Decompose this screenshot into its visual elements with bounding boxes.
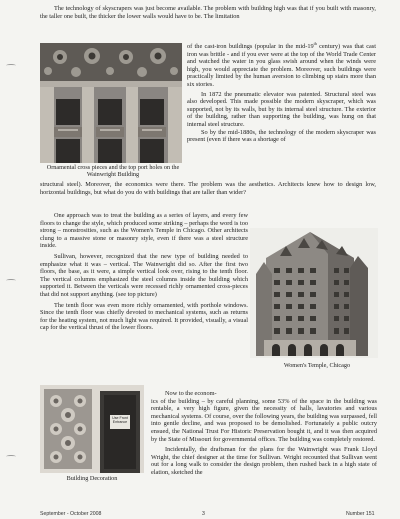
building-decoration-graphic [40,385,144,473]
cast-iron-paragraph [187,40,376,144]
footer-page-number: 3 [202,511,205,517]
footer-date: September - October 2008 [40,511,102,517]
margin-mark-top [6,64,16,67]
intro-text: The technology of skyscrapers was just become available. The problem with building high was that if you built with masonry, the taller one built, the thicker the lower walls would have to be. The limitation [40,5,376,20]
margin-mark-bottom [6,455,16,458]
ornament-caption: Ornamental cross pieces and the top port holes on the Wainwright Building [46,164,180,179]
layers-text: One approach was to treat the building as a series of layers, and every few floors to change the style, which produced some striking – perhaps the word is too strong – monstrosities, such as the Women's Temple in Chicago. Other architects clung to a massive stone or masonry style, even if there was a steel structure inside. [40,212,248,250]
wright-text: Incidentally, the draftsman for the plans for the Wainwright was Frank Lloyd Wright, the chief designer at the time for Sullivan. Wright recounted that Sullivan went out for a long walk to consider the design problem, then rushed back in a high state of elation, sketched the [151,446,377,476]
mid1880s-text-b: structural steel). Moreover, the economics were there. The problem was the aesthetics. Architects knew how to design low, horizontal buildings, but what do you do with buildings that are taller than wider? [40,181,376,196]
building-decoration-photo [40,385,144,473]
economics-lead-text: Now to the econom- [165,390,217,397]
ornament-photo [40,43,182,163]
decoration-caption: Building Decoration [66,475,118,482]
intro-paragraph [40,5,376,20]
economics-text: ics of the building – by careful planning, some 53% of the space in the building was rentable, a very high figure, given the necessity of halls, lavatories and various mechanical systems. Of course, over the following years, the building was surpassed, fell into gentle decline, and was proposed to be demolished. Fortunately a public outcry ensued, the National Trust For Historic Preservation bought it, and it was then acquired by the State of Missouri for governmental offices. The building was completely restored. [151,397,377,443]
tenth-floor-text: The tenth floor was even more richly ornamented, with porthole windows. Since the tenth floor was chiefly devoted to mechanical systems, such as returns for the heating system, not much light was required. It provided, visually, a visual cap for the vertical thrust of the lower floors. [40,301,248,332]
womens-temple-graphic [250,228,378,358]
womens-temple-photo [250,228,378,358]
entrance-sign [110,416,130,425]
elevator-text: In 1872 the pneumatic elevator was patented. Structural steel was also developed. This made possible the modern skyscraper, which was supported, not by its walls, but by its internal steel structure. The exterior of the building, rather than supporting the building, was hung on that internal steel structure. [187,90,376,128]
temple-caption: Women's Temple, Chicago [283,362,351,369]
economics-paragraph [151,390,377,477]
sullivan-text: Sullivan, however, recognized that the new type of building needed to emphasize what it was – vertical. The Wainwright did so. After the first two floors, the base, as it were, a simple vertical look over, rising to the tenth floor. The vertical columns emphasized the steel columns inside the building which supported it. Between the verticals were recessed richly ornamented cross-pieces that did not support anything. (see top picture) [40,252,248,298]
mid1880s-text-a: So by the mid-1880s, the technology of the modern skyscraper was present (even if there was a shortage of [187,128,376,144]
margin-mark-middle [6,279,16,282]
cast-iron-text: of the cast-iron buildings (popular in the mid-19th century) was that cast iron was brittle - and if you ever were at the top of the World Trade Center and watched the water in you glass swish around when the winds were high, you would appreciate the problem. Moreover, such buildings were practically limited by the human aversion to climbing up stairs more than six stories. [187,40,376,88]
ornament-photo-graphic [40,43,182,163]
left-column [40,212,248,332]
entrance-sign-line-2: Entrance [112,420,128,425]
entrance-sign-line-1: Use Front [112,416,128,420]
footer-issue: Number 151 [346,511,375,517]
aesthetics-paragraph [40,181,376,196]
